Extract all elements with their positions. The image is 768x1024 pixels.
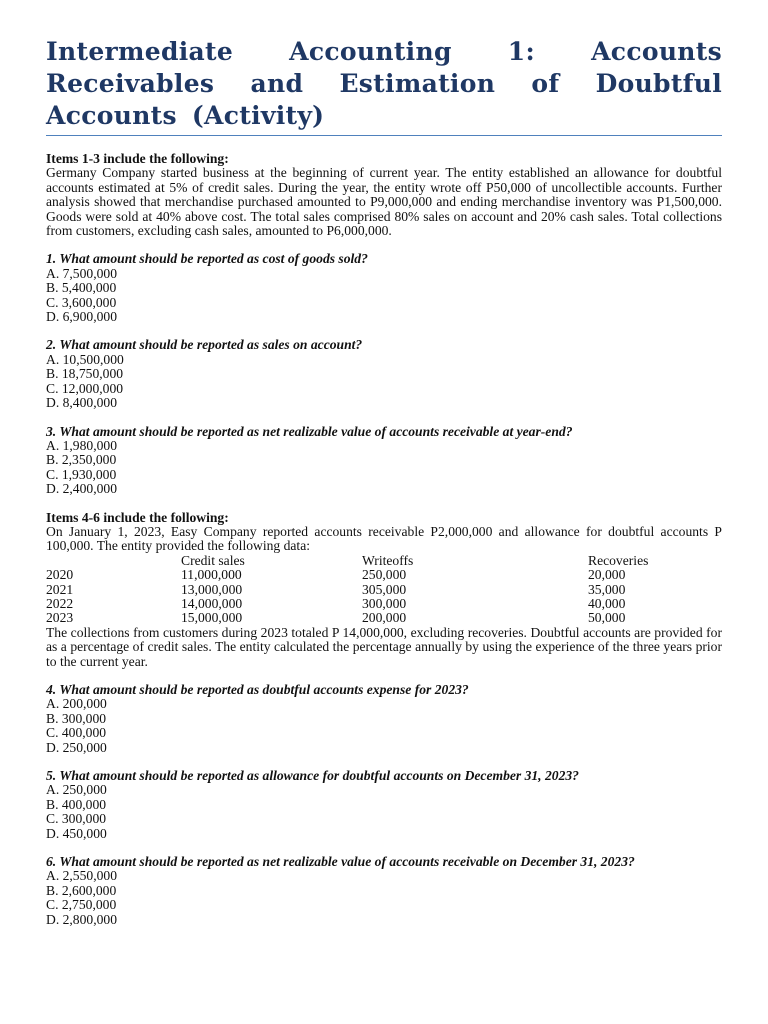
table-cell: 11,000,000	[181, 567, 242, 583]
table-cell: 2020	[46, 567, 74, 583]
answer-option: B. 2,350,000	[46, 452, 117, 468]
table-row	[46, 597, 722, 611]
table-cell: 250,000	[362, 567, 407, 583]
section-items-4-6	[46, 511, 722, 928]
table-cell: 2021	[46, 581, 74, 597]
answer-option: D. 6,900,000	[46, 309, 117, 325]
answer-option: D. 8,400,000	[46, 395, 117, 411]
section-heading: Items 4-6 include the following:	[46, 509, 229, 525]
table-header: Writeoffs	[362, 552, 414, 568]
question-text: 1. What amount should be reported as cost of goods sold?	[46, 251, 368, 267]
table-cell: 300,000	[362, 595, 407, 611]
question-block	[46, 252, 722, 324]
table-row	[46, 583, 722, 597]
answer-option: A. 200,000	[46, 696, 107, 712]
question-block	[46, 338, 722, 410]
question-block	[46, 683, 722, 755]
table-cell: 35,000	[588, 581, 626, 597]
table-header: Recoveries	[588, 552, 649, 568]
question-block	[46, 425, 722, 497]
answer-option: C. 12,000,000	[46, 380, 124, 396]
table-cell: 2022	[46, 595, 74, 611]
section-paragraph: On January 1, 2023, Easy Company reported accounts receivable P2,000,000 and allowance for doubtful accounts P 100,000. The entity provided the following data:	[46, 523, 722, 554]
answer-option: D. 250,000	[46, 739, 107, 755]
answer-option: D. 2,400,000	[46, 481, 117, 497]
table-cell: 2023	[46, 610, 74, 626]
answer-option: C. 3,600,000	[46, 294, 117, 310]
answer-option: A. 10,500,000	[46, 351, 124, 367]
answer-option: A. 7,500,000	[46, 265, 117, 281]
table-cell: 20,000	[588, 567, 626, 583]
answer-option: B. 2,600,000	[46, 882, 117, 898]
document-page	[46, 36, 722, 927]
answer-option: D. 2,800,000	[46, 911, 117, 927]
title-divider	[46, 135, 722, 136]
answer-option: A. 1,980,000	[46, 437, 117, 453]
section-paragraph: The collections from customers during 2023 totaled P 14,000,000, excluding recoveries. Doubtful accounts are provided for as a percentage of credit sales. The entity calculated the percentage annually by using the experience of the three years prior to the current year.	[46, 624, 722, 669]
answer-option: C. 400,000	[46, 725, 107, 741]
section-heading: Items 1-3 include the following:	[46, 151, 229, 166]
table-cell: 40,000	[588, 595, 626, 611]
document-title: Intermediate Accounting 1: Accounts Receivables and Estimation of Doubtful Accounts (Activity)	[46, 37, 722, 130]
answer-option: B. 5,400,000	[46, 280, 117, 296]
table-cell: 13,000,000	[181, 581, 243, 597]
table-row	[46, 568, 722, 582]
table-cell: 305,000	[362, 581, 407, 597]
table-header	[46, 554, 181, 568]
answer-option: B. 18,750,000	[46, 366, 124, 382]
question-block	[46, 769, 722, 841]
table-row	[46, 611, 722, 625]
answer-option: C. 2,750,000	[46, 897, 117, 913]
question-text: 3. What amount should be reported as net realizable value of accounts receivable at year-end?	[46, 423, 573, 439]
section-items-1-3	[46, 152, 722, 497]
question-text: 4. What amount should be reported as doubtful accounts expense for 2023?	[46, 682, 469, 697]
question-block	[46, 855, 722, 927]
table-cell: 14,000,000	[181, 595, 243, 611]
answer-option: B. 300,000	[46, 710, 107, 726]
section-paragraph: Germany Company started business at the beginning of current year. The entity established an allowance for doubtful accounts estimated at 5% of credit sales. During the year, the entity wrote off P50,000 of uncollectible accounts. Further analysis showed that merchandise purchased amounted to P9,000,000 and ending merchandise inventory was P1,500,000. Goods were sold at 40% above cost. The total sales comprised 80% sales on account and 20% cash sales. Total collections from customers, excluding cash sales, amounted to P6,000,000.	[46, 165, 722, 239]
question-text: 2. What amount should be reported as sales on account?	[46, 337, 363, 353]
table-header-row	[46, 554, 722, 568]
answer-option: B. 400,000	[46, 796, 107, 812]
answer-option: A. 250,000	[46, 782, 107, 798]
question-text: 6. What amount should be reported as net realizable value of accounts receivable on December 31, 2023?	[46, 854, 635, 870]
table-header: Credit sales	[181, 552, 245, 568]
answer-option: D. 450,000	[46, 825, 107, 841]
data-table	[46, 554, 722, 626]
table-cell: 200,000	[362, 610, 407, 626]
table-cell: 15,000,000	[181, 610, 243, 626]
answer-option: C. 1,930,000	[46, 466, 117, 482]
answer-option: A. 2,550,000	[46, 868, 117, 884]
answer-option: C. 300,000	[46, 811, 107, 827]
question-text: 5. What amount should be reported as allowance for doubtful accounts on December 31, 2023?	[46, 768, 579, 784]
table-cell: 50,000	[588, 610, 626, 626]
